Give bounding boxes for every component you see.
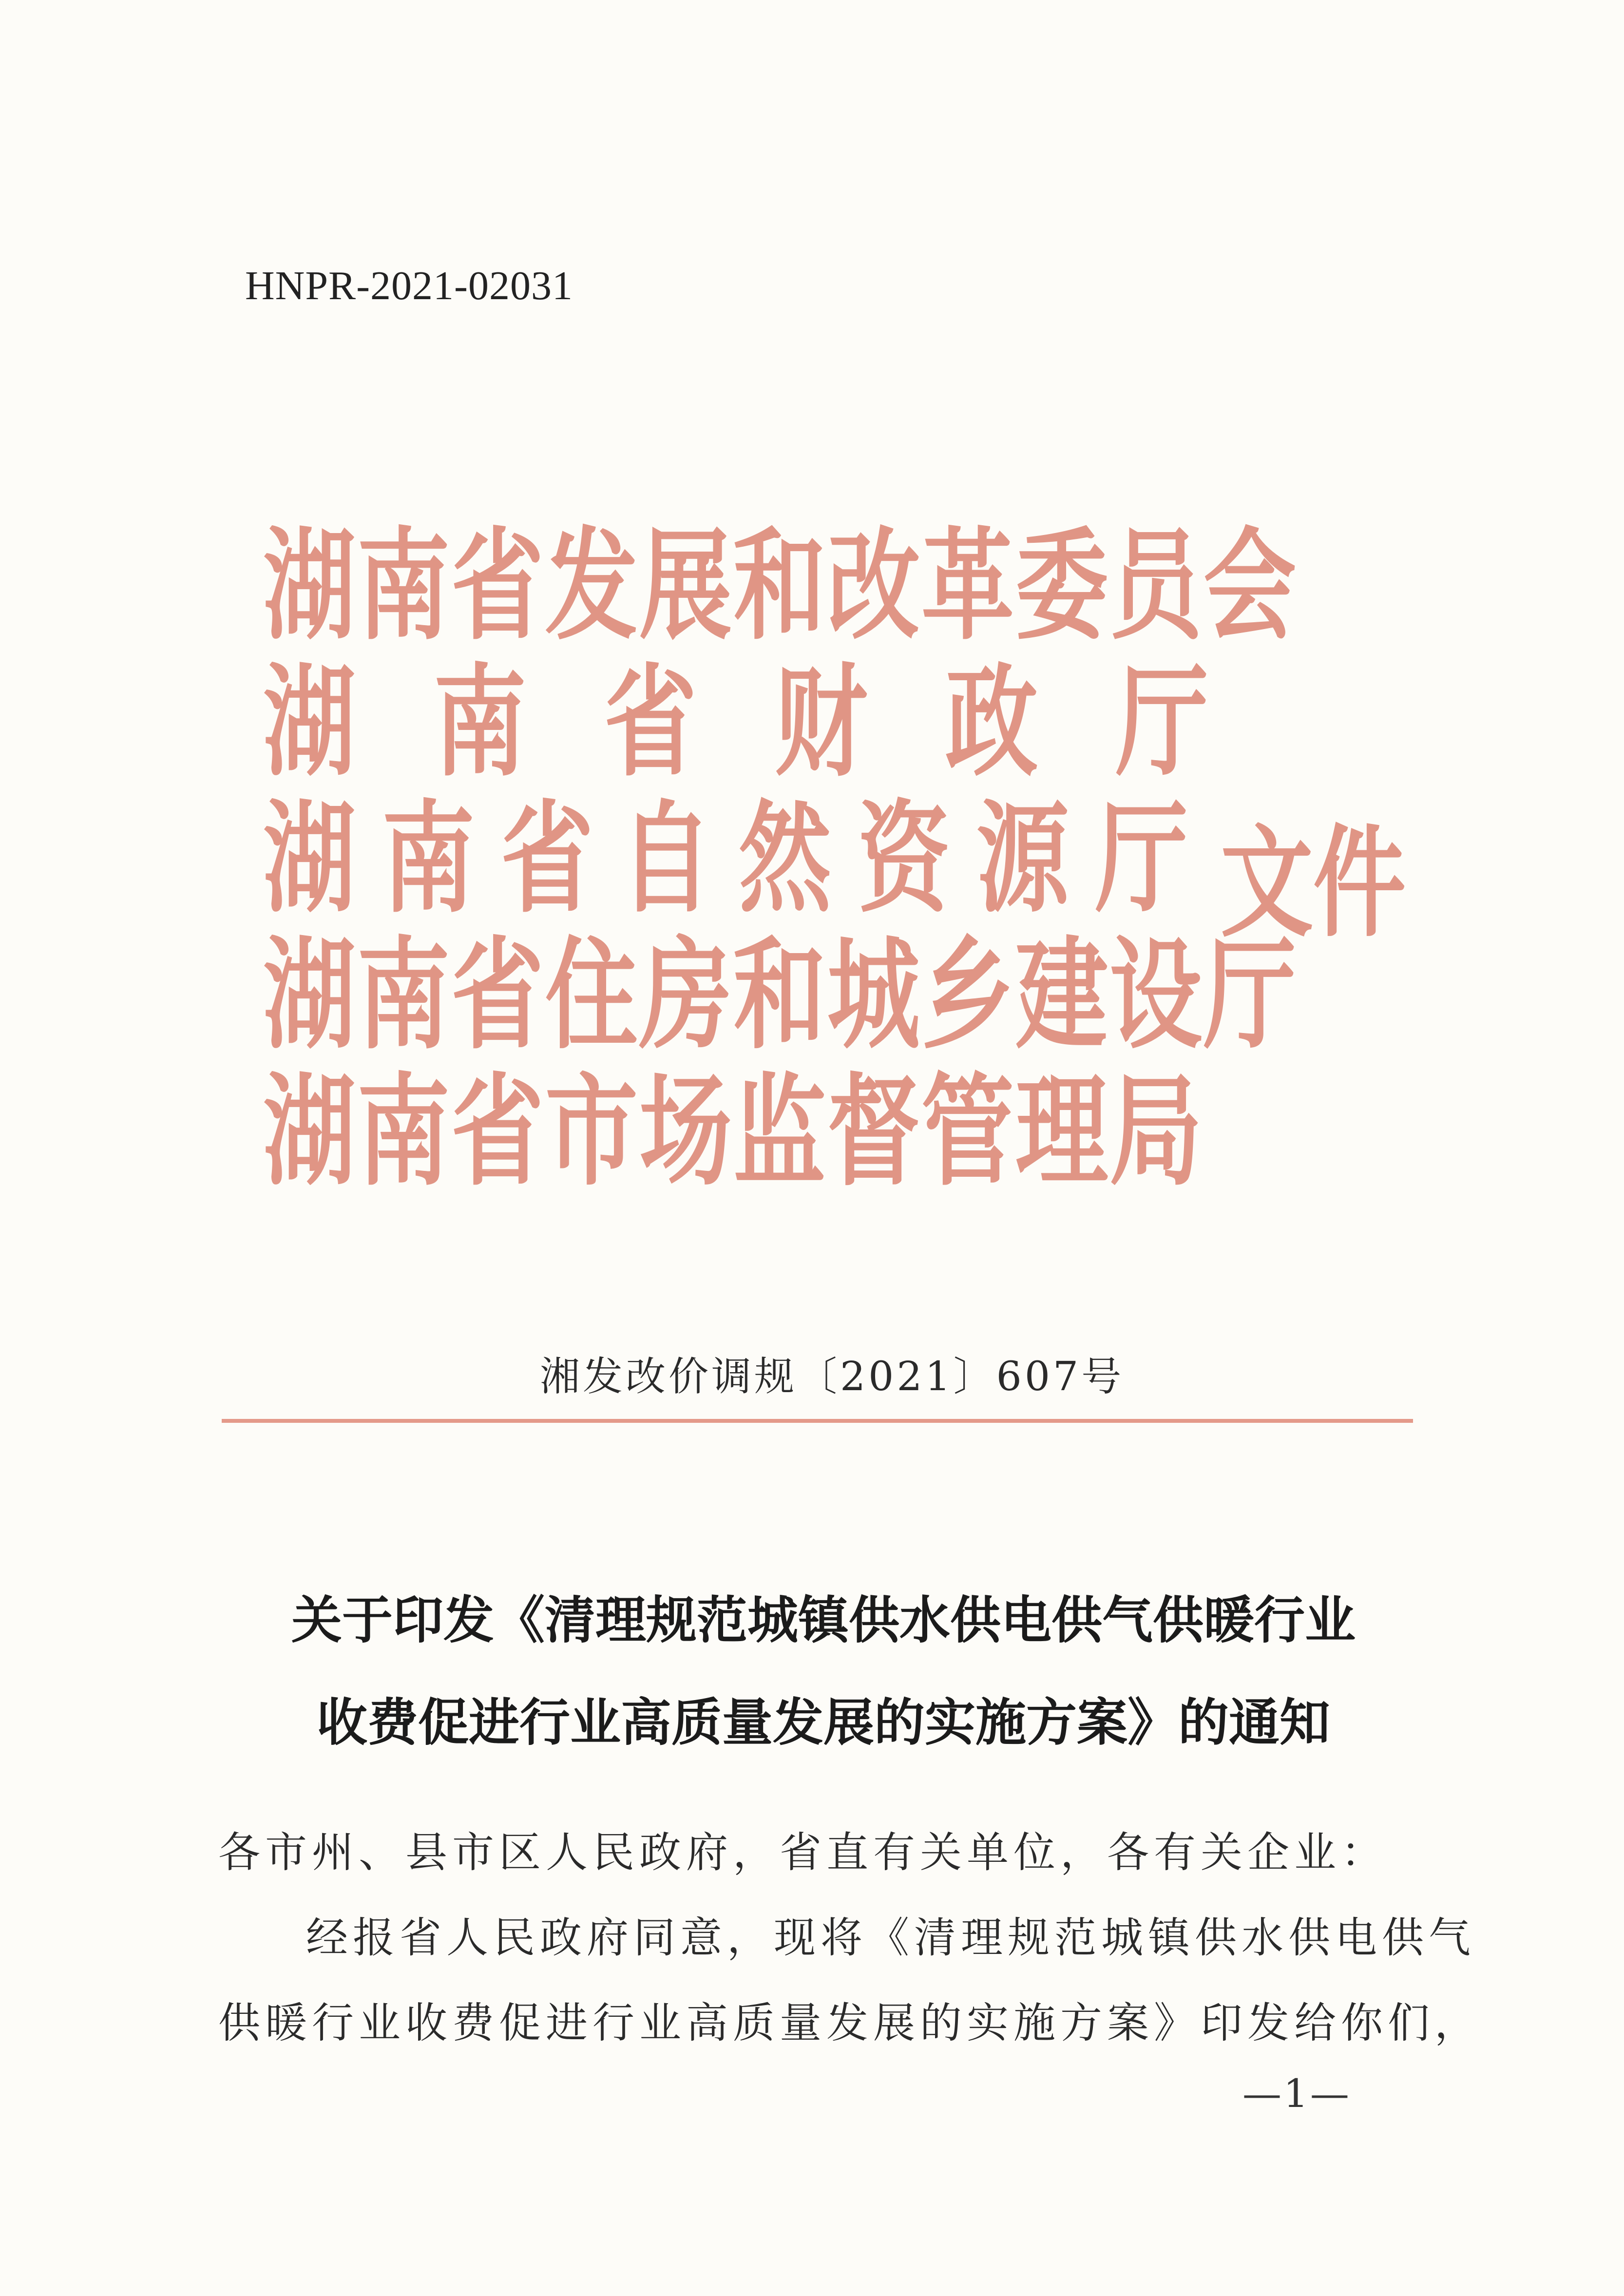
- title-line-2: 收费促进行业高质量发展的实施方案》的通知: [316, 1692, 1330, 1752]
- page-number: —1—: [1242, 2071, 1351, 2116]
- paragraph-1-line-1: 经报省人民政府同意，现将《清理规范城镇供水供电供气: [306, 1913, 1475, 1962]
- document-body: [218, 1810, 1481, 2066]
- document-number: 湘发改价调规〔2021〕607号: [540, 1354, 1125, 1400]
- title-line-1: 关于印发《清理规范城镇供水供电供气供暖行业: [291, 1590, 1356, 1650]
- issuer-header: [263, 516, 1433, 1202]
- issuer-line-2: 湖南省财政厅: [263, 652, 1287, 793]
- red-divider: [222, 1419, 1413, 1423]
- issuer-suffix: 文件: [1221, 813, 1406, 954]
- document-title: [214, 1569, 1433, 1774]
- paragraph-1-line-2: 供暖行业收费促进行业高质量发展的实施方案》印发给你们，: [218, 1999, 1481, 2047]
- issuer-line-5: 湖南省市场监督管理局: [263, 1062, 1204, 1202]
- document-code: HNPR-2021-02031: [245, 263, 573, 308]
- issuer-line-3: 湖南省自然资源厅: [263, 789, 1215, 929]
- addressee: 各市州、县市区人民政府，省直有关单位，各有关企业：: [218, 1828, 1388, 1877]
- issuer-line-1: 湖南省发展和改革委员会: [263, 516, 1298, 656]
- issuer-line-4: 湖南省住房和城乡建设厅: [263, 925, 1298, 1066]
